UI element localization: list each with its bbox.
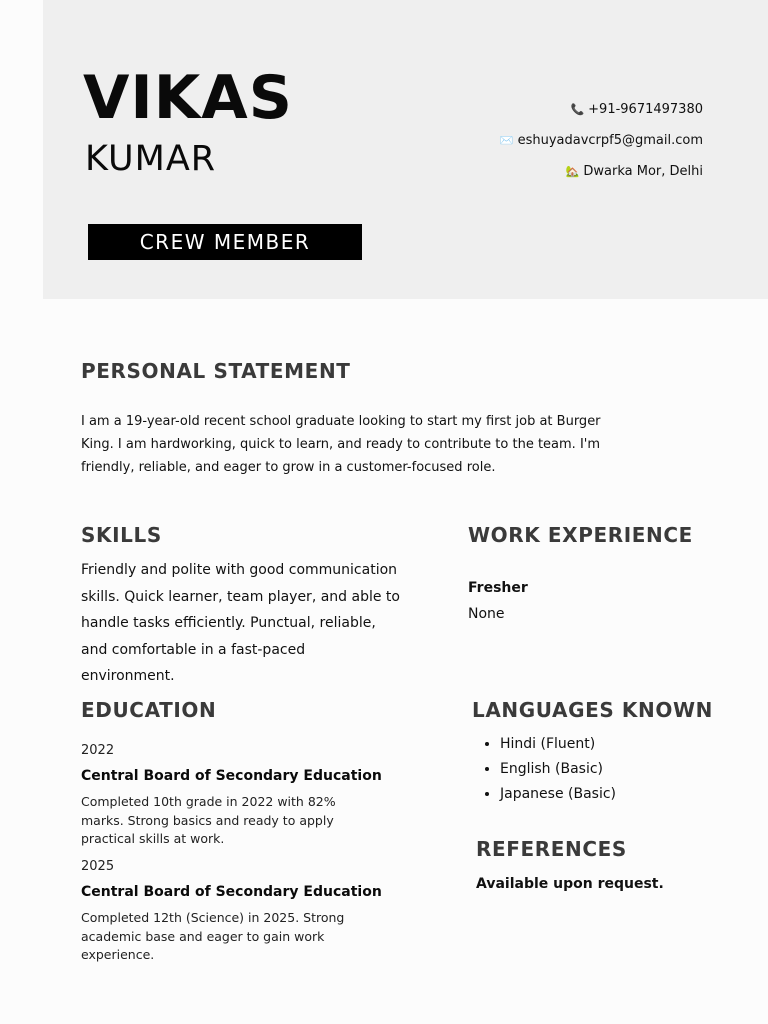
skills-heading: SKILLS xyxy=(81,523,162,547)
education-description: Completed 12th (Science) in 2025. Strong academic base and eager to gain work experience. xyxy=(81,910,345,962)
personal-statement-heading: PERSONAL STATEMENT xyxy=(81,359,351,383)
phone-number: +91-9671497380 xyxy=(588,102,703,117)
address: Dwarka Mor, Delhi xyxy=(583,164,703,179)
education-description: Completed 10th grade in 2022 with 82% marks. Strong basics and ready to apply practical skills at work. xyxy=(81,794,336,846)
references-heading: REFERENCES xyxy=(476,837,627,861)
skills-text: Friendly and polite with good communication skills. Quick learner, team player, and able to handle tasks efficiently. Punctual, reliable, and comfortable in a fast-paced environment. xyxy=(81,562,400,684)
language-item: • Hindi (Fluent) xyxy=(500,732,616,757)
education-heading: EDUCATION xyxy=(81,698,217,722)
contact-email xyxy=(500,133,703,148)
language-item: • English (Basic) xyxy=(500,757,616,782)
education-institution: Central Board of Secondary Education xyxy=(81,768,382,784)
house-icon: 🏡 xyxy=(565,165,580,178)
email-address: eshuyadavcrpf5@gmail.com xyxy=(517,133,703,148)
contact-address xyxy=(566,164,703,179)
work-experience-details: None xyxy=(468,606,505,622)
job-title: CREW MEMBER xyxy=(139,230,311,254)
references-text: Available upon request. xyxy=(476,876,664,892)
last-name: KUMAR xyxy=(85,139,217,179)
education-year: 2025 xyxy=(81,859,115,874)
languages-heading: LANGUAGES KNOWN xyxy=(472,698,713,722)
education-year: 2022 xyxy=(81,743,115,758)
contact-phone xyxy=(570,102,703,117)
first-name: VIKAS xyxy=(83,63,293,133)
phone-icon: 📞 xyxy=(570,103,585,116)
personal-statement-text: I am a 19-year-old recent school graduate looking to start my first job at Burger King. I am hardworking, quick to learn, and ready to contribute to the team. I'm friendly, reliable, and eager to grow in a customer-focused role. xyxy=(81,414,601,475)
job-title-badge xyxy=(88,224,362,260)
language-item: • Japanese (Basic) xyxy=(500,782,616,807)
work-experience-heading: WORK EXPERIENCE xyxy=(468,523,693,547)
education-institution: Central Board of Secondary Education xyxy=(81,884,382,900)
work-experience-role: Fresher xyxy=(468,580,528,596)
languages-list xyxy=(482,732,616,807)
envelope-icon: ✉️ xyxy=(499,134,514,147)
